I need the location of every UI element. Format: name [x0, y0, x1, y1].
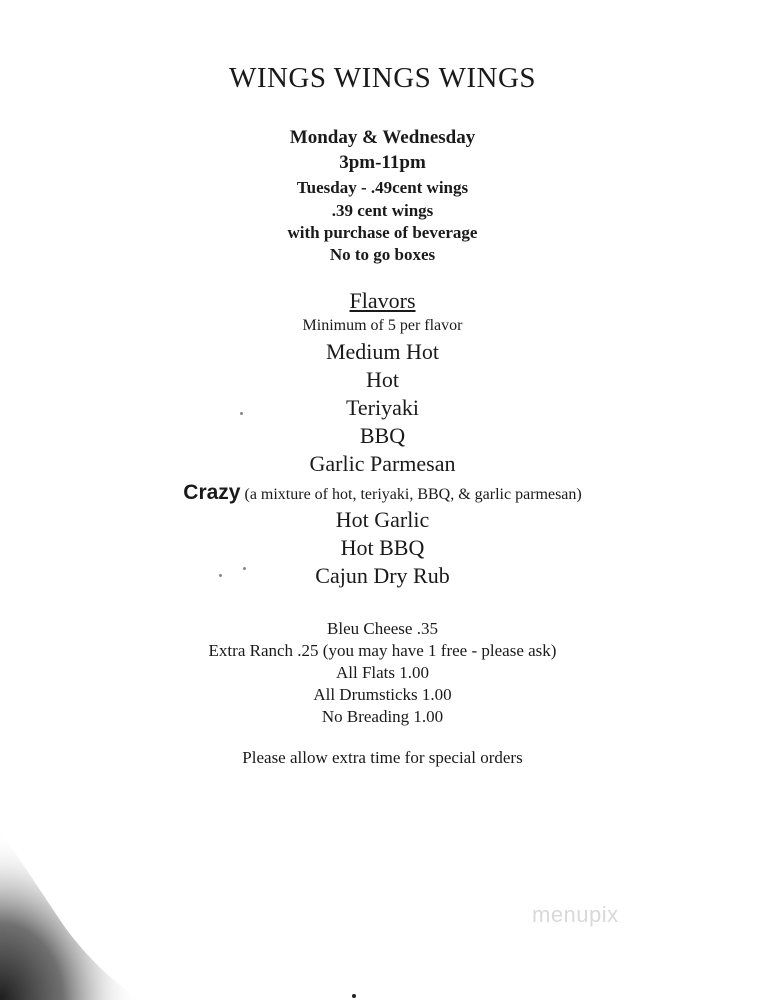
scan-speck: [219, 574, 222, 577]
flavor-item: Hot BBQ: [340, 535, 425, 560]
flavor-item: Hot Garlic: [335, 507, 430, 532]
flavor-item: Teriyaki: [346, 395, 419, 420]
flavor-item: Garlic Parmesan: [309, 451, 456, 476]
extra-item: Extra Ranch .25 (you may have 1 free - please ask): [208, 641, 557, 660]
specials-note: No to go boxes: [329, 245, 436, 264]
flavors-heading: Flavors: [349, 288, 416, 313]
specials-price: .39 cent wings: [331, 201, 434, 220]
flavors-minimum: Minimum of 5 per flavor: [302, 317, 463, 334]
extra-item: All Drumsticks 1.00: [313, 685, 452, 704]
flavor-item: BBQ: [359, 423, 406, 448]
menupix-watermark: menupix: [532, 902, 619, 927]
scan-speck: [240, 412, 243, 415]
specials-condition: with purchase of beverage: [287, 223, 478, 242]
specials-tuesday: Tuesday - .49cent wings: [296, 178, 469, 197]
scan-speck: [352, 994, 356, 998]
extra-item: No Breading 1.00: [321, 707, 444, 726]
flavor-item: Hot: [366, 367, 399, 392]
specials-days: Monday & Wednesday: [289, 127, 476, 148]
flavor-crazy-name: Crazy: [183, 481, 241, 504]
extra-item: Bleu Cheese .35: [327, 619, 438, 638]
flavor-item: Cajun Dry Rub: [315, 563, 450, 588]
special-orders-note: Please allow extra time for special orders: [242, 748, 523, 767]
flavor-item: Medium Hot: [325, 339, 440, 364]
scan-shadow: [0, 830, 180, 1000]
scan-speck: [243, 567, 246, 570]
flavor-crazy-desc: (a mixture of hot, teriyaki, BBQ, & garlic parmesan): [244, 486, 582, 503]
extra-item: All Flats 1.00: [335, 663, 430, 682]
menu-title: WINGS WINGS WINGS: [228, 62, 537, 94]
flavor-crazy: [0, 481, 765, 505]
specials-hours: 3pm-11pm: [339, 152, 426, 173]
